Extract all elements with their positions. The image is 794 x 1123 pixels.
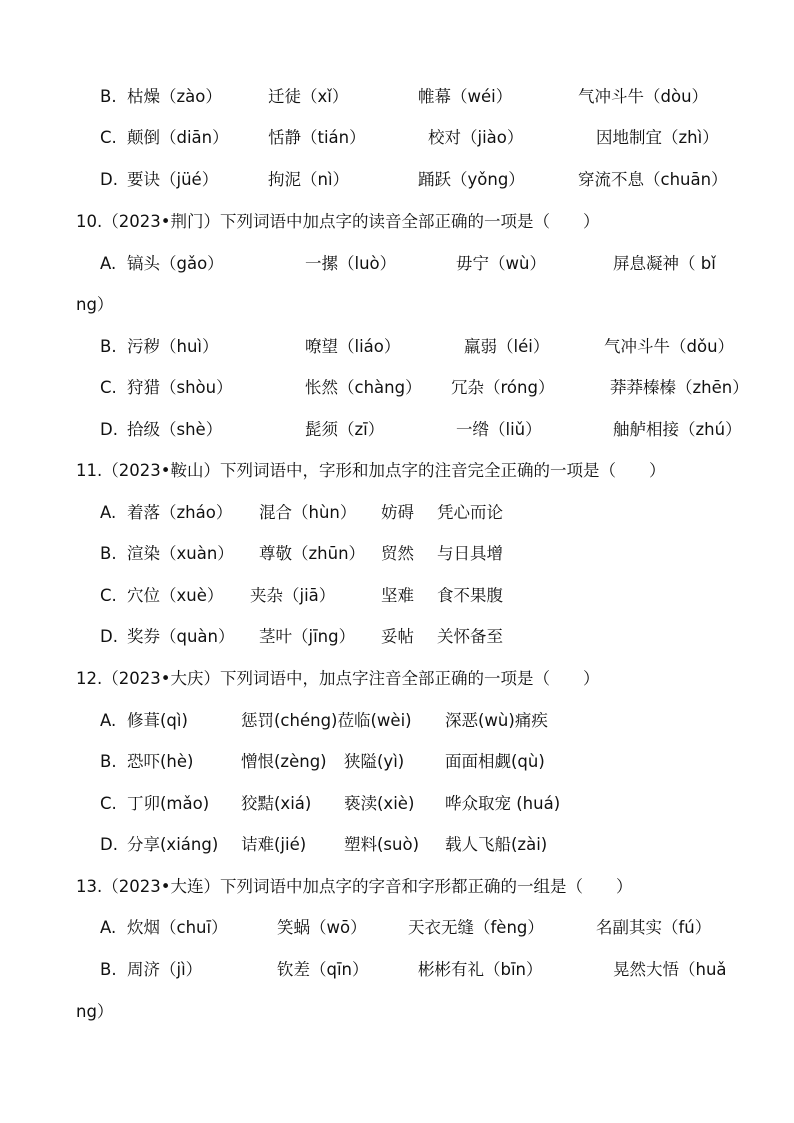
option-word: 穴位（xuè）	[127, 586, 224, 605]
option-label: D.	[100, 420, 118, 439]
option-word: 关怀备至	[437, 627, 503, 646]
option-label: A.	[100, 254, 117, 273]
option-word: 舳舻相接（zhú）	[613, 420, 742, 439]
option-label: D.	[100, 170, 118, 189]
option-label: B.	[100, 337, 117, 356]
option-word-continued: ng）	[76, 1002, 114, 1021]
option-word: 憎恨(zèng)	[241, 752, 327, 771]
option-word: 恐吓(hè)	[127, 752, 194, 771]
option-word: 一摞（luò）	[305, 254, 397, 273]
option-word: 周济（jì）	[127, 960, 203, 979]
option-word: 着落（zháo）	[127, 503, 233, 522]
option-word: 奖券（quàn）	[127, 627, 235, 646]
option-word: 穿流不息（chuān）	[578, 170, 728, 189]
option-word: 塑料(suò)	[344, 835, 420, 854]
option-word: 晃然大悟（huǎ	[613, 960, 727, 979]
option-word: 贸然	[381, 544, 414, 563]
option-word: 怅然（chàng）	[305, 378, 422, 397]
option-label: C.	[100, 128, 117, 147]
option-word: 拾级（shè）	[127, 420, 223, 439]
option-label: D.	[100, 627, 118, 646]
option-word: 深恶(wù)痛疾	[445, 711, 548, 730]
option-word: 嘹望（liáo）	[305, 337, 401, 356]
option-word: 渲染（xuàn）	[127, 544, 234, 563]
option-word: 坚难	[381, 586, 414, 605]
option-word: 因地制宜（zhì）	[596, 128, 719, 147]
option-word: 茎叶（jīng）	[259, 627, 356, 646]
option-word: 诘难(jié)	[241, 835, 307, 854]
option-word: 妨碍	[381, 503, 414, 522]
option-label: A.	[100, 918, 117, 937]
option-label: C.	[100, 794, 117, 813]
option-word: 冗杂（róng）	[451, 378, 555, 397]
option-label: A.	[100, 711, 117, 730]
option-label: A.	[100, 503, 117, 522]
option-word: 亵渎(xiè)	[344, 794, 415, 813]
option-word: 狩猎（shòu）	[127, 378, 233, 397]
option-word: 狭隘(yì)	[344, 752, 405, 771]
option-word: 分享(xiáng)	[127, 835, 219, 854]
option-label: C.	[100, 378, 117, 397]
option-word: 恬静（tián）	[268, 128, 366, 147]
option-word: 丁卯(mǎo)	[127, 794, 210, 813]
option-word: 镐头（gǎo）	[127, 254, 224, 273]
option-word: 天衣无缝（fèng）	[408, 918, 544, 937]
option-word: 拘泥（nì）	[268, 170, 350, 189]
option-word: 与日具增	[437, 544, 503, 563]
option-word: 哗众取宠 (huá)	[445, 794, 561, 813]
option-word: 笑蜗（wō）	[277, 918, 367, 937]
option-word: 一绺（liǔ）	[456, 420, 542, 439]
option-word: 惩罚(chéng)莅临(wèi)	[241, 711, 412, 730]
option-label: B.	[100, 544, 117, 563]
option-label: B.	[100, 960, 117, 979]
option-word: 毋宁（wù）	[456, 254, 546, 273]
question-stem: 10.（2023•荆门）下列词语中加点字的读音全部正确的一项是（ ）	[76, 212, 600, 231]
option-word: 迁徒（xǐ）	[268, 87, 349, 106]
option-word: 校对（jiào）	[428, 128, 524, 147]
option-word: 羸弱（léi）	[464, 337, 550, 356]
option-word: 彬彬有礼（bīn）	[418, 960, 543, 979]
option-word: 妥帖	[381, 627, 414, 646]
option-word: 修葺(qì)	[127, 711, 188, 730]
option-word: 载人飞船(zài)	[445, 835, 548, 854]
option-word: 颠倒（diān）	[127, 128, 229, 147]
option-label: D.	[100, 835, 118, 854]
option-word: 凭心而论	[437, 503, 503, 522]
option-word: 夹杂（jiā）	[250, 586, 336, 605]
option-label: B.	[100, 87, 117, 106]
option-word: 食不果腹	[437, 586, 503, 605]
question-stem: 12.（2023•大庆）下列词语中，加点字注音全部正确的一项是（ ）	[76, 669, 600, 688]
option-word: 帷幕（wéi）	[418, 87, 513, 106]
option-word: 面面相觑(qù)	[445, 752, 545, 771]
option-word: 气冲斗牛（dòu）	[578, 87, 709, 106]
option-word: 钦差（qīn）	[277, 960, 369, 979]
option-word-continued: ng）	[76, 295, 114, 314]
option-word: 气冲斗牛（dǒu）	[604, 337, 735, 356]
question-stem: 11.（2023•鞍山）下列词语中，字形和加点字的注音完全正确的一项是（ ）	[76, 461, 666, 480]
option-word: 炊烟（chuī）	[127, 918, 228, 937]
option-word: 狡黠(xiá)	[241, 794, 312, 813]
option-word: 名副其实（fú）	[596, 918, 712, 937]
option-word: 尊敬（zhūn）	[259, 544, 366, 563]
option-word: 髭须（zī）	[305, 420, 385, 439]
option-label: C.	[100, 586, 117, 605]
question-stem: 13.（2023•大连）下列词语中加点字的字音和字形都正确的一组是（ ）	[76, 877, 633, 896]
option-word: 要诀（jüé）	[127, 170, 219, 189]
option-word: 污秽（huì）	[127, 337, 219, 356]
option-label: B.	[100, 752, 117, 771]
option-word: 莽莽榛榛（zhēn）	[610, 378, 749, 397]
option-word: 屏息凝神（ bǐ	[613, 254, 716, 273]
option-word: 踊跃（yǒng）	[418, 170, 525, 189]
option-word: 混合（hùn）	[259, 503, 357, 522]
option-word: 枯燥（zào）	[127, 87, 222, 106]
